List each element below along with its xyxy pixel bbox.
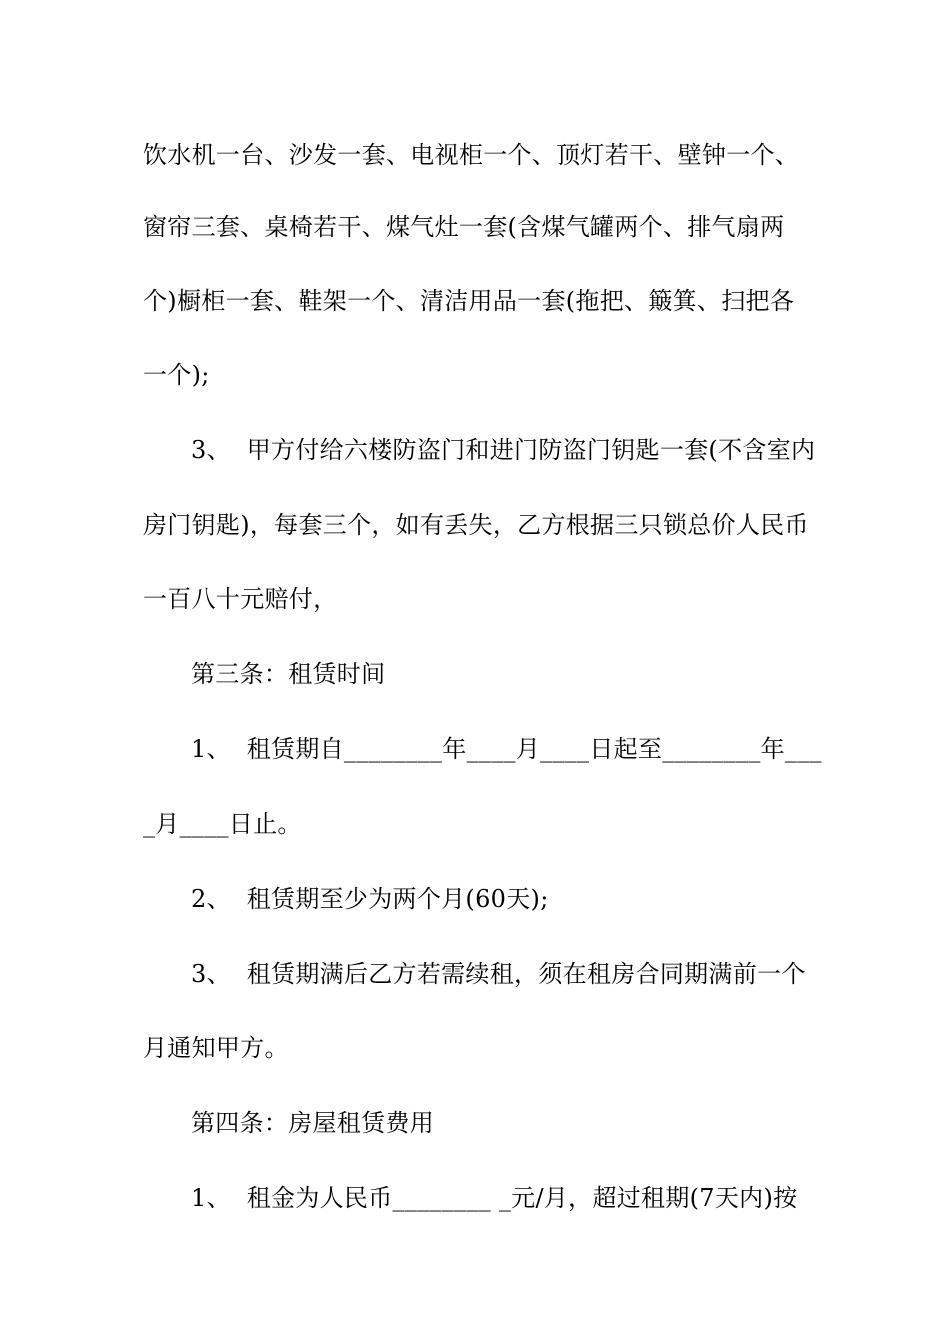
text-line: 房门钥匙)，每套三个，如有丢失，乙方根据三只锁总价人民币 [143, 511, 809, 539]
text-line: 月通知甲方。 [143, 1034, 289, 1062]
list-item: 3、 租赁期满后乙方若需续租，须在租房合同期满前一个 [191, 960, 806, 988]
list-item: 1、 租金为人民币________ _元/月，超过租期(7天内)按 [191, 1184, 798, 1212]
text-line: 个)橱柜一套、鞋架一个、清洁用品一套(拖把、簸箕、扫把各 [143, 287, 795, 315]
text-line: _月____日止。 [143, 810, 302, 838]
section-heading: 第四条：房屋租赁费用 [191, 1109, 434, 1137]
list-item: 3、 甲方付给六楼防盗门和进门防盗门钥匙一套(不含室内 [191, 436, 816, 464]
text-line: 一个); [143, 361, 210, 389]
text-line: 窗帘三套、桌椅若干、煤气灶一套(含煤气罐两个、排气扇两 [143, 213, 785, 241]
text-line: 一百八十元赔付， [143, 585, 338, 613]
text-line: 饮水机一台、沙发一套、电视柜一个、顶灯若干、壁钟一个、 [143, 141, 800, 169]
section-heading: 第三条：租赁时间 [191, 660, 386, 688]
list-item: 2、 租赁期至少为两个月(60天); [191, 885, 549, 913]
list-item: 1、 租赁期自________年____月____日起至________年___ [191, 735, 822, 763]
